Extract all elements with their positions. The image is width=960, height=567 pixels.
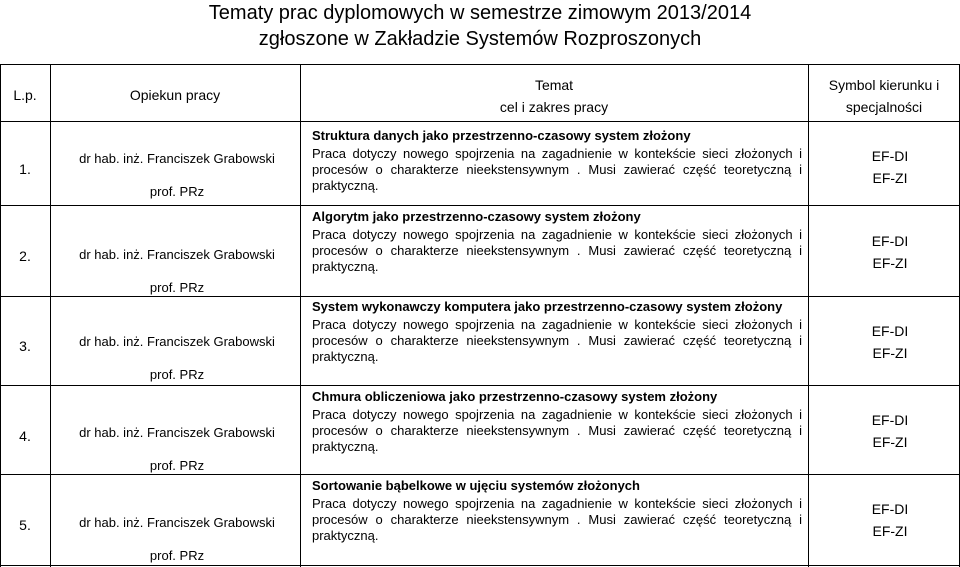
column-header-topic-subtitle: cel i zakres pracy [499, 99, 609, 115]
topic-cell [312, 209, 802, 275]
supervisor-name: dr hab. inż. Franciszek Grabowski [79, 334, 275, 349]
topic-title: Struktura danych jako przestrzenno-czasowy system złożony [312, 128, 691, 143]
symbol-zi: EF-ZI [872, 345, 908, 361]
supervisor-name: dr hab. inż. Franciszek Grabowski [79, 425, 275, 440]
supervisor-cell [62, 514, 292, 564]
symbol-di: EF-DI [871, 148, 909, 164]
topic-description: Praca dotyczy nowego spojrzenia na zagadnienie w kontekście sieci złożonych i procesów o charakterze nieekstensywnym . Musi zawierać część teoretyczną i praktyczną. [312, 317, 802, 364]
topic-description: Praca dotyczy nowego spojrzenia na zagadnienie w kontekście sieci złożonych i procesów o charakterze nieekstensywnym . Musi zawierać część teoretyczną i praktyczną. [312, 146, 802, 193]
symbol-cell [820, 498, 960, 542]
topic-description: Praca dotyczy nowego spojrzenia na zagadnienie w kontekście sieci złożonych i procesów o charakterze nieekstensywnym . Musi zawierać część teoretyczną i praktyczną. [312, 227, 802, 274]
symbol-zi: EF-ZI [872, 170, 908, 186]
topic-description: Praca dotyczy nowego spojrzenia na zagadnienie w kontekście sieci złożonych i procesów o charakterze nieekstensywnym . Musi zawierać część teoretyczną i praktyczną. [312, 496, 802, 543]
column-header-topic-title: Temat [534, 77, 574, 93]
row-number: 2. [19, 248, 31, 264]
supervisor-title: prof. PRz [149, 280, 205, 295]
row-number: 5. [19, 517, 31, 533]
supervisor-title: prof. PRz [149, 458, 205, 473]
symbol-cell [820, 409, 960, 453]
column-divider [300, 64, 301, 567]
symbol-cell [820, 145, 960, 189]
row-number: 3. [19, 338, 31, 354]
symbol-di: EF-DI [871, 412, 909, 428]
symbol-zi: EF-ZI [872, 255, 908, 271]
topic-title: Algorytm jako przestrzenno-czasowy system złożony [312, 209, 641, 224]
symbol-di: EF-DI [871, 501, 909, 517]
topic-title: Sortowanie bąbelkowe w ujęciu systemów złożonych [312, 478, 640, 493]
column-header-supervisor: Opiekun pracy [129, 87, 221, 103]
supervisor-title: prof. PRz [149, 184, 205, 199]
row-divider [0, 385, 960, 386]
page-subtitle: zgłoszone w Zakładzie Systemów Rozproszonych [258, 28, 702, 50]
column-divider [808, 64, 809, 567]
column-header-symbol-line1: Symbol kierunku i [828, 77, 940, 93]
symbol-cell [820, 230, 960, 274]
table-bottom-border [0, 565, 960, 566]
column-header-topic [300, 76, 808, 116]
supervisor-cell [62, 333, 292, 383]
supervisor-name: dr hab. inż. Franciszek Grabowski [79, 515, 275, 530]
row-divider [0, 296, 960, 297]
column-divider [50, 64, 51, 567]
topic-title: Chmura obliczeniowa jako przestrzenno-czasowy system złożony [312, 389, 718, 404]
supervisor-name: dr hab. inż. Franciszek Grabowski [79, 151, 275, 166]
table-top-border [0, 64, 960, 65]
supervisor-cell [62, 150, 292, 200]
topic-cell [312, 299, 802, 365]
page-title: Tematy prac dyplomowych w semestrze zimowym 2013/2014 [208, 2, 752, 24]
column-header-symbol-line2: specjalności [845, 99, 923, 115]
row-number: 1. [19, 161, 31, 177]
supervisor-cell [62, 424, 292, 474]
symbol-zi: EF-ZI [872, 523, 908, 539]
supervisor-title: prof. PRz [149, 367, 205, 382]
column-header-lp: L.p. [13, 87, 37, 103]
symbol-cell [820, 320, 960, 364]
row-divider [0, 474, 960, 475]
topic-description: Praca dotyczy nowego spojrzenia na zagadnienie w kontekście sieci złożonych i procesów o charakterze nieekstensywnym . Musi zawierać część teoretyczną i praktyczną. [312, 407, 802, 454]
supervisor-title: prof. PRz [149, 548, 205, 563]
row-number: 4. [19, 428, 31, 444]
column-header-symbol [808, 76, 960, 116]
symbol-zi: EF-ZI [872, 434, 908, 450]
symbol-di: EF-DI [871, 323, 909, 339]
supervisor-cell [62, 246, 292, 296]
row-divider [0, 205, 960, 206]
table-left-border [0, 64, 1, 567]
topic-cell [312, 478, 802, 544]
topic-cell [312, 389, 802, 455]
topic-title: System wykonawczy komputera jako przestrzenno-czasowy system złożony [312, 299, 783, 314]
header-bottom-border [0, 121, 960, 122]
supervisor-name: dr hab. inż. Franciszek Grabowski [79, 247, 275, 262]
symbol-di: EF-DI [871, 233, 909, 249]
topic-cell [312, 128, 802, 194]
